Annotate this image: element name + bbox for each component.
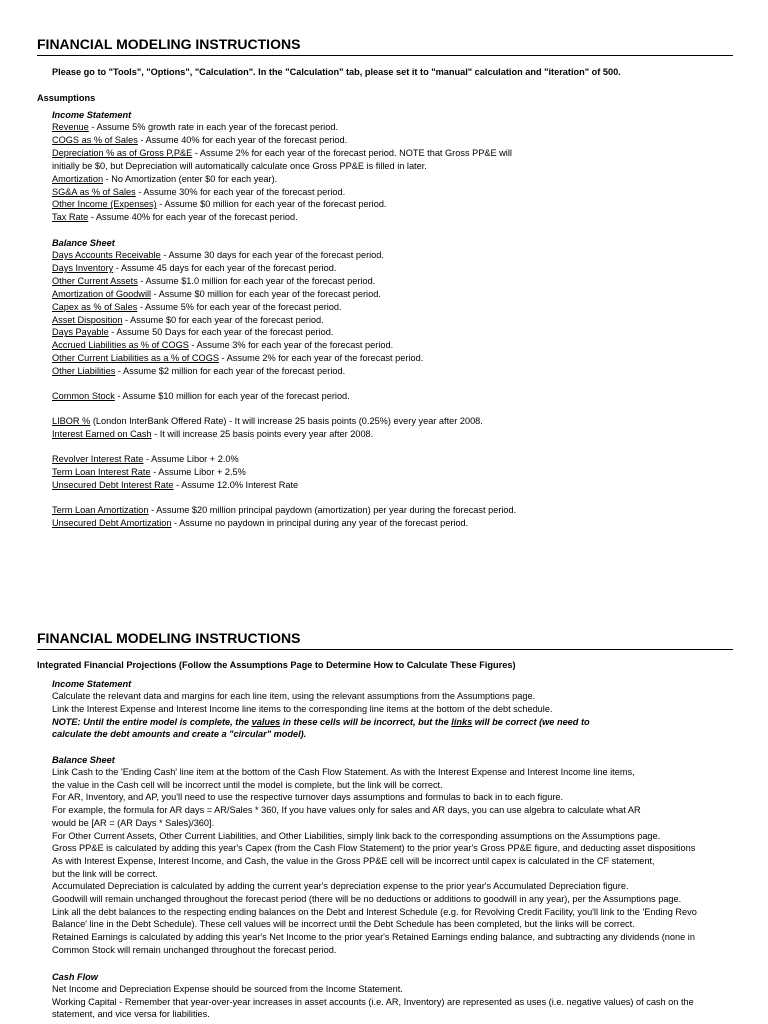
instruction-line: the value in the Cash cell will be incorrect until the model is complete, but the link will be correct. [52, 779, 443, 790]
assumption-line [52, 352, 423, 364]
assumption-text: - Assume 40% for each year of the forecast period. [137, 134, 348, 145]
assumption-label: Unsecured Debt Amortization [52, 517, 172, 528]
assumption-line [52, 466, 246, 478]
assumption-label: SG&A as % of Sales [52, 186, 136, 197]
assumption-text: - Assume 5% growth rate in each year of the forecast period. [88, 122, 338, 132]
assumption-text: - Assume 45 days for each year of the forecast period. [113, 262, 337, 273]
assumption-label: Other Current Liabilities as a % of COGS [52, 353, 219, 364]
assumptions-page [37, 0, 733, 560]
assumption-text: - No Amortization (enter $0 for each year). [103, 173, 278, 184]
assumption-line [52, 390, 350, 402]
assumption-line [52, 415, 483, 427]
assumption-text: - Assume 50 Days for each year of the forecast period. [108, 327, 334, 338]
assumption-text: - Assume Libor + 2.5% [150, 466, 246, 477]
instruction-line: Calculate the relevant data and margins for each line item, using the relevant assumptions from the Assumptions page. [52, 691, 536, 701]
assumption-line [52, 198, 387, 210]
assumption-label: Days Inventory [52, 262, 114, 273]
assumption-text: - Assume $0 million for each year of the forecast period. [156, 199, 387, 210]
balance-sheet-heading: Balance Sheet [52, 238, 115, 248]
assumption-line [52, 428, 373, 440]
assumption-text: (London InterBank Offered Rate) - It will increase 25 basis points (0.25%) every year after 2008. [90, 416, 483, 426]
instruction-line: For example, the formula for AR days = AR/Sales * 360, If you have values only for sales and AR days, you can use algebra to calculate what AR [52, 805, 641, 816]
instruction-line: Working Capital - Remember that year-over-year increases in asset accounts (i.e. AR, Inventory) are represented as uses (i.e. negative values) of cash on the [52, 996, 694, 1007]
note-links: links [451, 717, 473, 727]
assumption-text: - Assume $2 million for each year of the forecast period. [115, 366, 346, 377]
assumption-text: - Assume 12.0% Interest Rate [173, 479, 299, 490]
assumption-label: Other Income (Expenses) [52, 199, 157, 210]
assumption-line [52, 326, 333, 338]
assumption-text: - Assume $1.0 million for each year of the forecast period. [137, 275, 376, 286]
instruction-line: Retained Earnings is calculated by adding this year's Net Income to the prior year's Retained Earnings ending balance, and subtracting any dividends (none in [52, 932, 695, 943]
assumption-label: Interest Earned on Cash [52, 429, 152, 439]
assumption-line [52, 517, 468, 529]
instruction-line: Gross PP&E is calculated by adding this year's Capex (from the Cash Flow Statement) to the prior year's Gross PP&E figure, and deducting asset dispositions [52, 843, 696, 854]
assumption-label: Other Liabilities [52, 366, 116, 377]
assumption-label: Accrued Liabilities as % of COGS [52, 340, 189, 351]
instruction-line: Balance' line in the Debt Schedule). These cell values will be incorrect until the Debt Schedule has been completed, but the links will be correct. [52, 919, 635, 930]
cash-flow-heading: Cash Flow [52, 972, 98, 982]
note-line [52, 716, 590, 728]
assumption-label: Days Payable [52, 327, 109, 338]
note-line: calculate the debt amounts and create a "circular" model). [52, 729, 307, 739]
assumption-text: initially be $0, but Depreciation will automatically calculate once Gross PP&E is filled in later. [52, 160, 427, 171]
instruction-line: As with Interest Expense, Interest Income, and Cash, the value in the Gross PP&E cell will be incorrect until capex is calculated in the CF statement, [52, 855, 655, 866]
assumption-text: - Assume 40% for each year of the forecast period. [88, 212, 298, 223]
assumption-label: Asset Disposition [52, 314, 123, 325]
assumption-label: LIBOR % [52, 416, 91, 426]
instruction-line: Link Cash to the 'Ending Cash' line item at the bottom of the Cash Flow Statement. As with the Interest Expense and Interest Income line items, [52, 767, 635, 777]
assumption-label: Unsecured Debt Interest Rate [52, 479, 174, 490]
note-text: NOTE: Until the entire model is complete, the [52, 717, 252, 727]
assumption-label: Amortization of Goodwill [52, 288, 152, 299]
assumption-text: - Assume 2% for each year of the forecast period. [218, 353, 424, 364]
page-title: FINANCIAL MODELING INSTRUCTIONS [37, 35, 733, 56]
assumption-text: - Assume $20 million principal paydown (amortization) per year during the forecast period. [148, 505, 517, 515]
assumption-line [52, 365, 345, 377]
assumption-label: Capex as % of Sales [52, 301, 138, 312]
instruction-line: Link all the debt balances to the respecting ending balances on the Debt and Interest Schedule (e.g. for Revolving Credit Facility, you'll link to the 'Ending Revo [52, 906, 697, 917]
assumption-label: Days Accounts Receivable [52, 250, 161, 260]
assumption-text: - It will increase 25 basis points every year after 2008. [151, 429, 374, 439]
instruction-line: Common Stock will remain unchanged throughout the forecast period. [52, 944, 337, 955]
income-statement-heading: Income Statement [52, 110, 132, 120]
note-text: will be correct (we need to [472, 717, 590, 727]
assumption-text: - Assume $10 million for each year of the forecast period. [114, 391, 350, 401]
assumption-line [52, 134, 347, 146]
instruction-line: but the link will be correct. [52, 868, 158, 879]
assumption-label: Amortization [52, 173, 104, 184]
balance-sheet-heading: Balance Sheet [52, 755, 115, 765]
assumption-label: Tax Rate [52, 212, 89, 223]
assumption-label: Term Loan Amortization [52, 505, 149, 515]
assumption-line [52, 339, 393, 351]
assumption-line [52, 504, 516, 516]
assumption-line [52, 314, 324, 326]
assumption-line [52, 453, 239, 465]
assumption-line [52, 173, 277, 185]
assumptions-heading: Assumptions [37, 93, 96, 103]
instruction-line: For Other Current Assets, Other Current Liabilities, and Other Liabilities, simply link back to the corresponding assumptions on the Assumptions page. [52, 830, 661, 841]
assumption-line [52, 301, 342, 313]
assumption-text: - Assume 5% for each year of the forecast period. [137, 301, 342, 312]
instruction-line: would be [AR = (AR Days * Sales)/360]. [52, 817, 215, 828]
instruction-line: Link the Interest Expense and Interest Income line items to the corresponding line items at the bottom of the debt schedule. [52, 704, 553, 714]
assumption-line [52, 479, 298, 491]
assumption-label: Common Stock [52, 391, 115, 401]
assumption-label: Term Loan Interest Rate [52, 466, 151, 477]
assumption-text: - Assume Libor + 2.0% [143, 454, 239, 464]
instruction-line: Net Income and Depreciation Expense should be sourced from the Income Statement. [52, 984, 403, 994]
note-text: in these cells will be incorrect, but the [280, 717, 452, 727]
assumption-label: COGS as % of Sales [52, 134, 138, 145]
assumption-label: Revenue [52, 122, 89, 132]
assumption-line [52, 288, 381, 300]
assumption-line [52, 147, 512, 159]
instruction-line: Goodwill will remain unchanged throughout the forecast period (there will be no deductions or additions to goodwill in any year), per the Assumptions page. [52, 894, 682, 904]
assumption-text: - Assume $0 for each year of the forecast period. [122, 314, 324, 325]
income-statement-heading: Income Statement [52, 679, 132, 689]
instruction-line: Accumulated Depreciation is calculated by adding the current year's depreciation expense to the prior year's Accumulated Depreciation figure. [52, 881, 629, 892]
instruction-line: For AR, Inventory, and AP, you'll need to use the respective turnover days assumptions and formulas to back in to each figure. [52, 792, 564, 803]
assumption-line [52, 262, 336, 274]
assumption-line [52, 121, 338, 133]
page-title: FINANCIAL MODELING INSTRUCTIONS [37, 629, 733, 650]
calculation-notice: Please go to "Tools", "Options", "Calculation". In the "Calculation" tab, please set it to "manual" calculation and "iteration" of 500. [52, 67, 621, 77]
assumption-line [52, 211, 298, 223]
assumption-label: Depreciation % as of Gross P,P&E [52, 147, 193, 158]
assumption-text: - Assume 2% for each year of the forecast period. NOTE that Gross PP&E will [192, 147, 512, 158]
assumption-text: - Assume $0 million for each year of the forecast period. [151, 288, 381, 299]
assumption-line [52, 160, 427, 172]
note-values: values [251, 717, 281, 727]
assumption-text: - Assume 3% for each year of the forecast period. [188, 340, 394, 351]
assumption-label: Other Current Assets [52, 275, 138, 286]
assumption-label: Revolver Interest Rate [52, 454, 144, 464]
assumption-line [52, 249, 384, 261]
assumption-text: - Assume no paydown in principal during any year of the forecast period. [171, 517, 469, 528]
assumption-text: - Assume 30 days for each year of the forecast period. [160, 250, 384, 260]
assumption-line [52, 186, 345, 198]
assumption-text: - Assume 30% for each year of the forecast period. [135, 186, 346, 197]
projections-page [37, 600, 733, 1024]
assumption-line [52, 275, 375, 287]
instruction-line: statement, and vice versa for liabilities. [52, 1009, 210, 1020]
projections-subtitle: Integrated Financial Projections (Follow the Assumptions Page to Determine How to Calculate These Figures) [37, 660, 516, 670]
